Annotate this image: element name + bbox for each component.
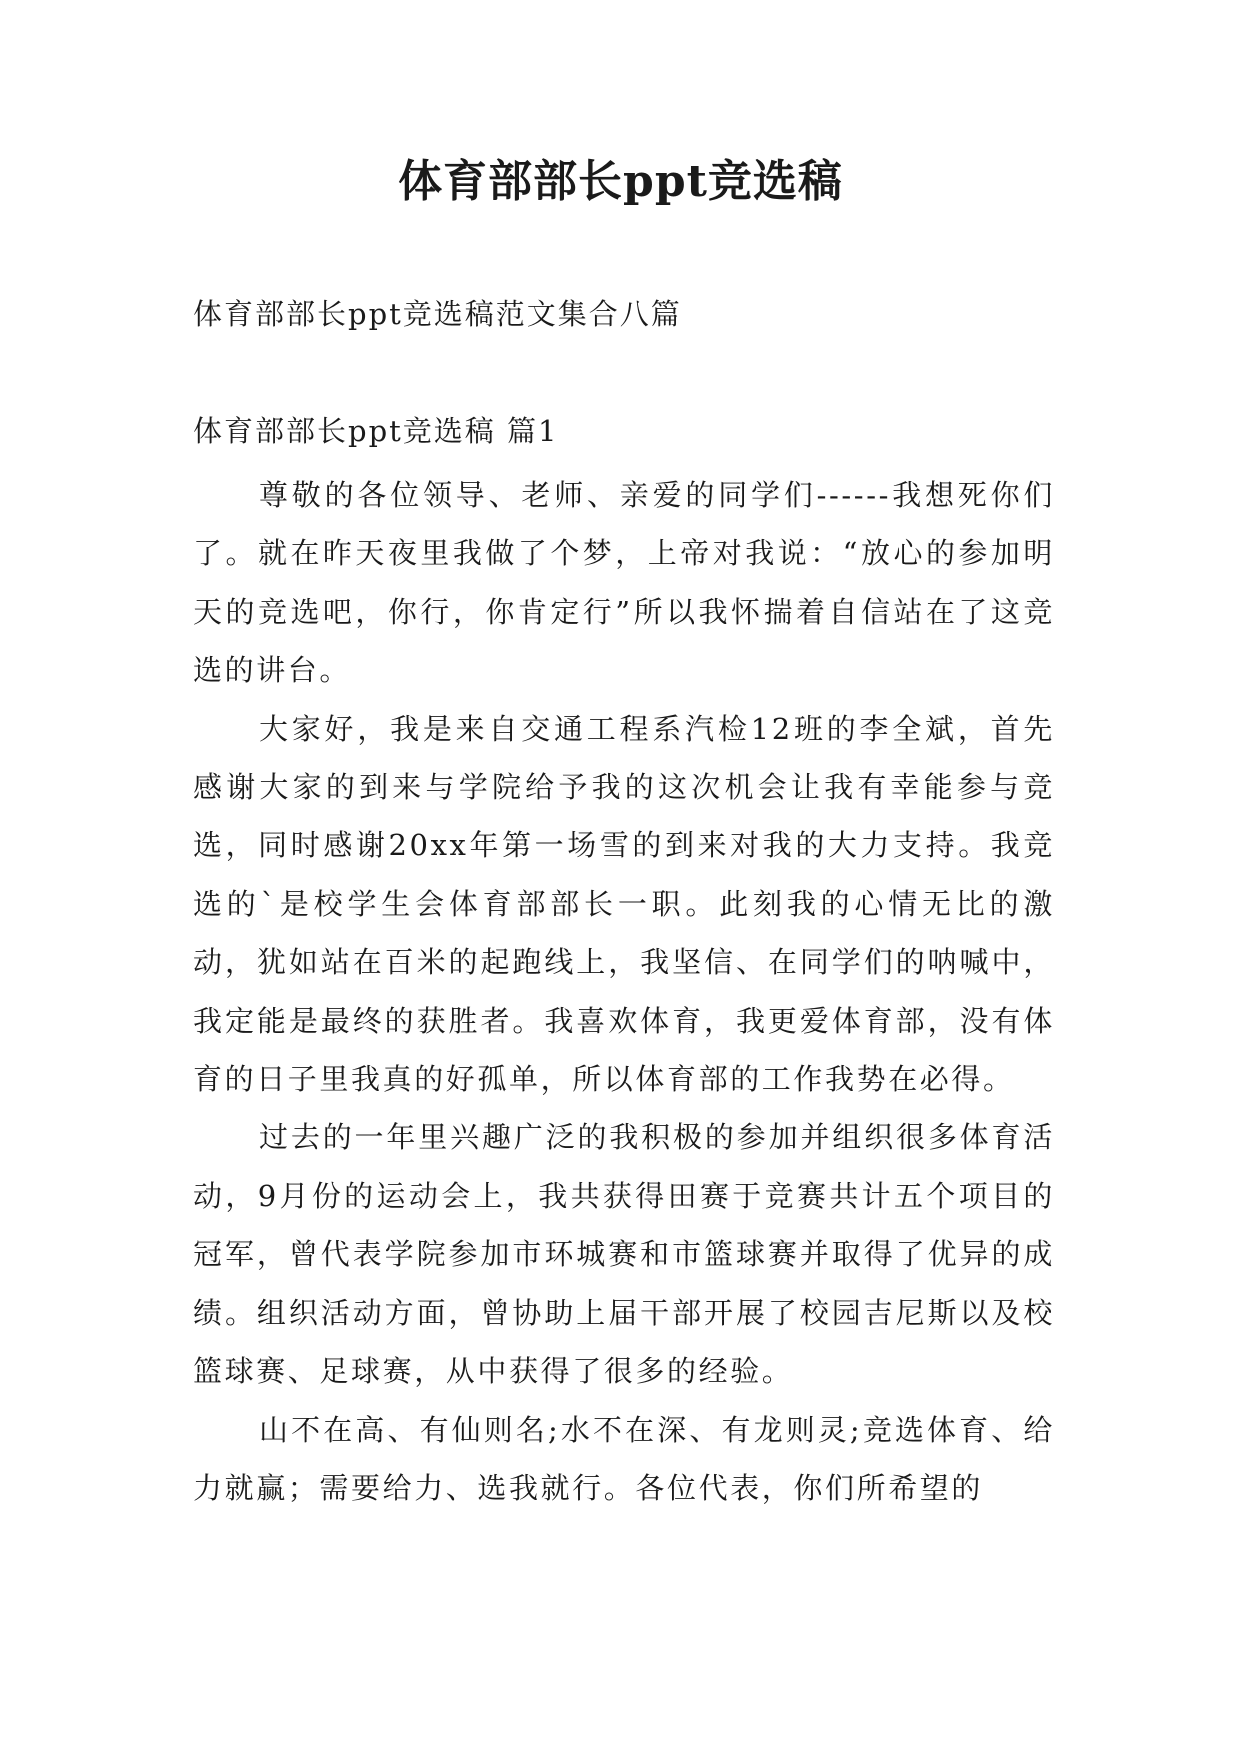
paragraph-3: 过去的一年里兴趣广泛的我积极的参加并组织很多体育活动，9月份的运动会上，我共获得田赛于竞赛共计五个项目的冠军，曾代表学院参加市环城赛和市篮球赛并取得了优异的成绩。组织活动方面，曾协助上届干部开展了校园吉尼斯以及校篮球赛、足球赛，从中获得了很多的经验。 <box>193 1120 1055 1389</box>
document-subtitle: 体育部部长ppt竞选稿范文集合八篇 <box>193 297 682 331</box>
section-heading: 体育部部长ppt竞选稿 篇1 <box>193 414 559 448</box>
paragraph-4: 山不在高、有仙则名;水不在深、有龙则灵;竞选体育、给力就赢；需要给力、选我就行。各位代表，你们所希望的 <box>193 1412 1055 1505</box>
document-body <box>193 466 1055 1517</box>
paragraph-1: 尊敬的各位领导、老师、亲爱的同学们------我想死你们了。就在昨天夜里我做了个梦，上帝对我说：“放心的参加明天的竞选吧，你行，你肯定行”所以我怀揣着自信站在了这竞选的讲台。 <box>193 478 1055 688</box>
paragraph-2: 大家好，我是来自交通工程系汽检12班的李全斌，首先感谢大家的到来与学院给予我的这次机会让我有幸能参与竞选，同时感谢20xx年第一场雪的到来对我的大力支持。我竞选的`是校学生会体育部部长一职。此刻我的心情无比的激动，犹如站在百米的起跑线上，我坚信、在同学们的呐喊中，我定能是最终的获胜者。我喜欢体育，我更爱体育部，没有体育的日子里我真的好孤单，所以体育部的工作我势在必得。 <box>193 711 1055 1097</box>
document-title: 体育部部长ppt竞选稿 <box>398 156 843 207</box>
